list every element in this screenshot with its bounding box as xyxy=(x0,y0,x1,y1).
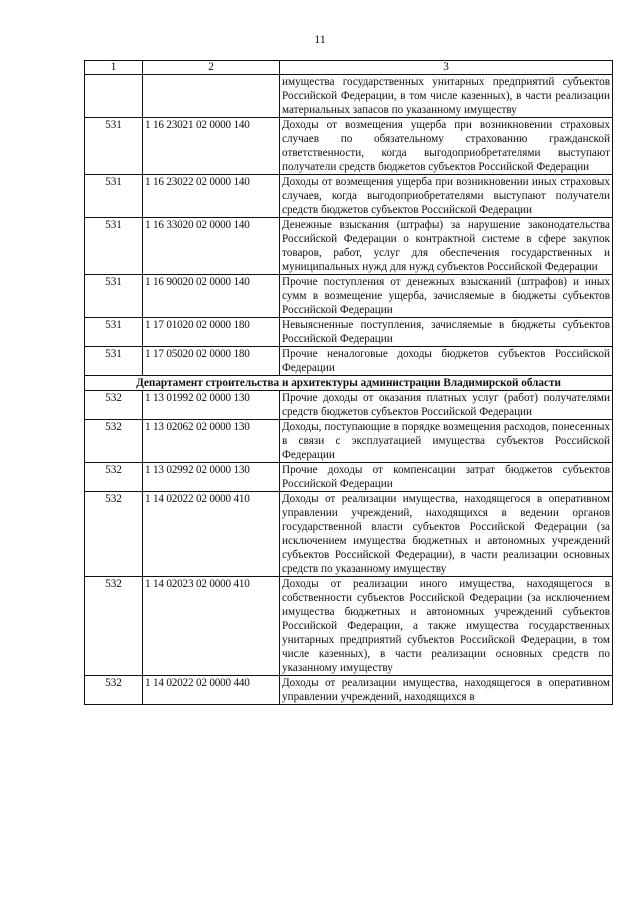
header-col-2: 2 xyxy=(143,61,280,75)
header-col-3: 3 xyxy=(280,61,613,75)
table-row xyxy=(85,676,613,705)
revenue-description-cell: Прочие поступления от денежных взысканий (штрафов) и иных сумм в возмещение ущерба, зачисляемые в бюджеты субъектов Российской Федерации xyxy=(280,275,613,318)
revenue-code-cell: 1 14 02022 02 0000 410 xyxy=(143,492,280,577)
revenue-code-cell: 1 13 02062 02 0000 130 xyxy=(143,420,280,463)
table-row xyxy=(85,118,613,175)
table-row xyxy=(85,577,613,676)
admin-code-cell: 531 xyxy=(85,118,143,175)
admin-code-cell xyxy=(85,75,143,118)
admin-code-cell: 532 xyxy=(85,420,143,463)
revenue-description-cell: Доходы от реализации имущества, находящегося в оперативном управлении учреждений, находящихся в ведении органов государственной власти субъектов Российской Федерации (за исключением имущества бюджетных и автономных учреждений субъектов Российской Федерации), в части реализации основных средств по указанному имуществу xyxy=(280,492,613,577)
table-row xyxy=(85,75,613,118)
section-title: Департамент строительства и архитектуры администрации Владимирской области xyxy=(85,376,613,391)
revenue-description-cell: Прочие доходы от компенсации затрат бюджетов субъектов Российской Федерации xyxy=(280,463,613,492)
table-row xyxy=(85,391,613,420)
table-row xyxy=(85,347,613,376)
section-header-row xyxy=(85,376,613,391)
header-col-1: 1 xyxy=(85,61,143,75)
revenue-description-cell: Доходы, поступающие в порядке возмещения расходов, понесенных в связи с эксплуатацией имущества субъектов Российской Федерации xyxy=(280,420,613,463)
admin-code-cell: 532 xyxy=(85,492,143,577)
revenue-code-table xyxy=(84,60,613,705)
revenue-description-cell: Прочие доходы от оказания платных услуг (работ) получателями средств бюджетов субъектов Российской Федерации xyxy=(280,391,613,420)
page-number: 11 xyxy=(314,32,326,46)
table-row xyxy=(85,175,613,218)
revenue-description-cell: Доходы от реализации имущества, находящегося в оперативном управлении учреждений, находящихся в xyxy=(280,676,613,705)
admin-code-cell: 531 xyxy=(85,175,143,218)
revenue-code-cell: 1 17 01020 02 0000 180 xyxy=(143,318,280,347)
revenue-code-cell: 1 14 02023 02 0000 410 xyxy=(143,577,280,676)
revenue-description-cell: Доходы от реализации иного имущества, находящегося в собственности субъектов Российской Федерации (за исключением имущества бюджетных и автономных учреждений субъектов Российской Федерации, а также имущества государственных унитарных предприятий субъектов Российской Федерации, в том числе казенных), в части реализации основных средств по указанному имуществу xyxy=(280,577,613,676)
admin-code-cell: 531 xyxy=(85,275,143,318)
table-row xyxy=(85,218,613,275)
revenue-code-cell: 1 13 01992 02 0000 130 xyxy=(143,391,280,420)
admin-code-cell: 532 xyxy=(85,463,143,492)
table-row xyxy=(85,463,613,492)
revenue-code-cell: 1 16 23022 02 0000 140 xyxy=(143,175,280,218)
revenue-code-cell: 1 14 02022 02 0000 440 xyxy=(143,676,280,705)
admin-code-cell: 532 xyxy=(85,676,143,705)
table-row xyxy=(85,275,613,318)
table-header-row xyxy=(85,61,613,75)
revenue-code-cell: 1 13 02992 02 0000 130 xyxy=(143,463,280,492)
admin-code-cell: 532 xyxy=(85,391,143,420)
revenue-description-cell: Прочие неналоговые доходы бюджетов субъектов Российской Федерации xyxy=(280,347,613,376)
revenue-description-cell: Невыясненные поступления, зачисляемые в бюджеты субъектов Российской Федерации xyxy=(280,318,613,347)
revenue-code-cell: 1 16 90020 02 0000 140 xyxy=(143,275,280,318)
revenue-description-cell: Доходы от возмещения ущерба при возникновении страховых случаев по обязательному страхованию гражданской ответственности, когда выгодоприобретателями выступают получатели средств бюджетов субъектов Российской Федерации xyxy=(280,118,613,175)
table-row xyxy=(85,420,613,463)
admin-code-cell: 531 xyxy=(85,218,143,275)
revenue-description-cell: имущества государственных унитарных предприятий субъектов Российской Федерации, в том числе казенных), в части реализации материальных запасов по указанному имуществу xyxy=(280,75,613,118)
revenue-description-cell: Денежные взыскания (штрафы) за нарушение законодательства Российской Федерации о контрактной системе в сфере закупок товаров, работ, услуг для обеспечения государственных и муниципальных нужд для нужд субъектов Российской Федерации xyxy=(280,218,613,275)
revenue-code-cell: 1 16 23021 02 0000 140 xyxy=(143,118,280,175)
revenue-description-cell: Доходы от возмещения ущерба при возникновении иных страховых случаев, когда выгодоприобретателями выступают получатели средств бюджетов субъектов Российской Федерации xyxy=(280,175,613,218)
admin-code-cell: 532 xyxy=(85,577,143,676)
revenue-code-cell xyxy=(143,75,280,118)
revenue-code-cell: 1 16 33020 02 0000 140 xyxy=(143,218,280,275)
table-row xyxy=(85,318,613,347)
admin-code-cell: 531 xyxy=(85,318,143,347)
table-row xyxy=(85,492,613,577)
admin-code-cell: 531 xyxy=(85,347,143,376)
revenue-code-cell: 1 17 05020 02 0000 180 xyxy=(143,347,280,376)
